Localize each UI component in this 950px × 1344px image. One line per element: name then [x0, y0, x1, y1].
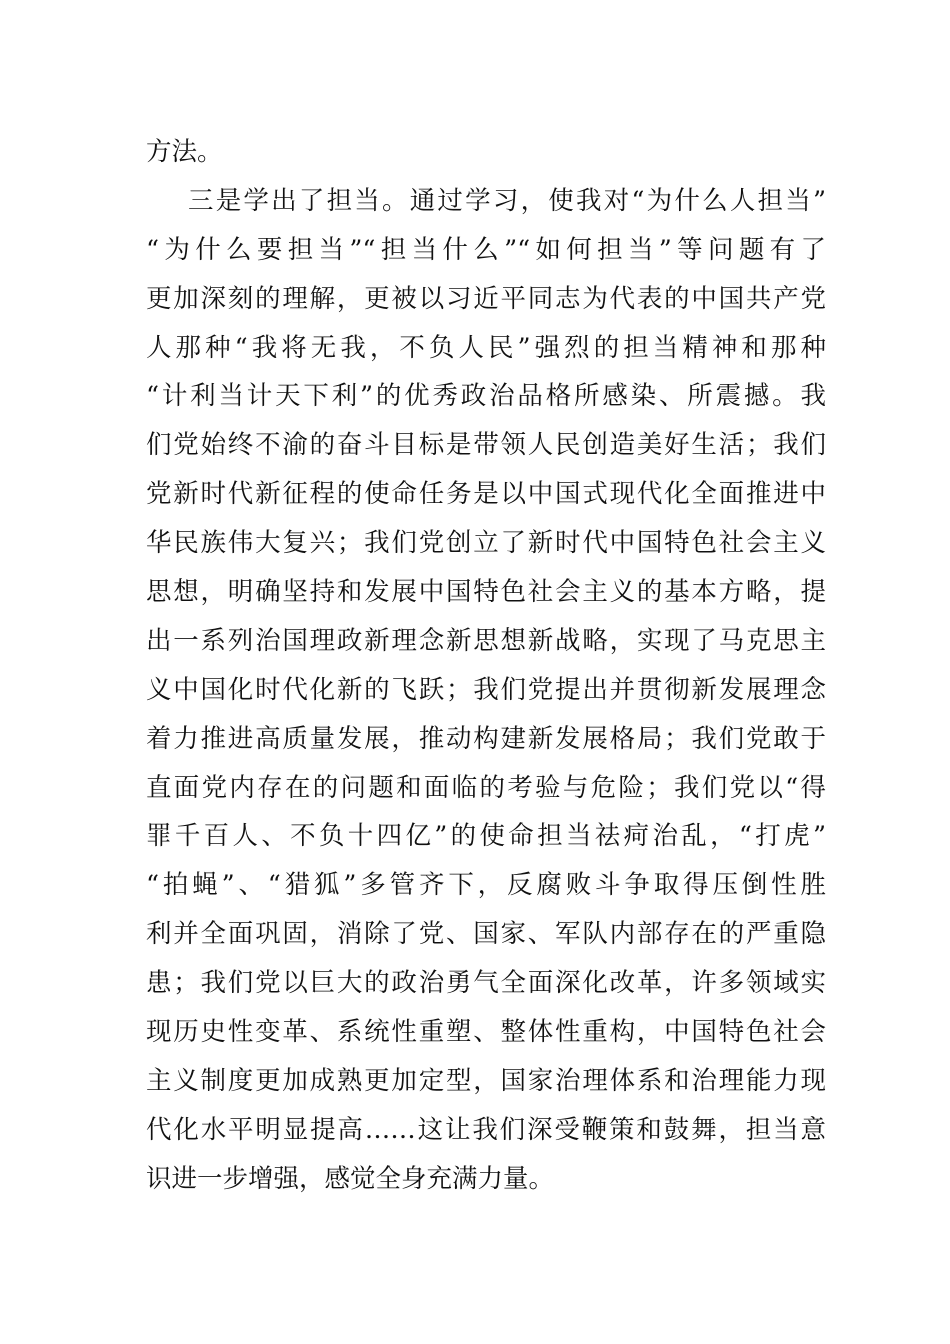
- text-line: “拍蝇”、“猎狐”多管齐下，反腐败斗争取得压倒性胜: [146, 870, 826, 901]
- text-line: 党新时代新征程的使命任务是以中国式现代化全面推进中: [146, 479, 826, 510]
- text-line: 思想，明确坚持和发展中国特色社会主义的基本方略，提: [146, 577, 826, 608]
- paragraph-start-line: 三是学出了担当。通过学习，使我对“为什么人担当”: [188, 185, 826, 216]
- body-text: [146, 128, 826, 1204]
- text-line: 直面党内存在的问题和面临的考验与危险；我们党以“得: [146, 772, 826, 803]
- text-line: 出一系列治国理政新理念新思想新战略，实现了马克思主: [146, 625, 826, 656]
- text-line: 方法。: [146, 137, 223, 167]
- text-line: 着力推进高质量发展，推动构建新发展格局；我们党敢于: [146, 723, 826, 754]
- text-line: 主义制度更加成熟更加定型，国家治理体系和治理能力现: [146, 1065, 826, 1096]
- text-line: 罪千百人、不负十四亿”的使命担当祛疴治乱，“打虎”: [146, 821, 826, 852]
- text-line: “为什么要担当”“担当什么”“如何担当”等问题有了: [146, 234, 826, 265]
- text-line: 义中国化时代化新的飞跃；我们党提出并贯彻新发展理念: [146, 674, 826, 705]
- paragraph-end-line: 识进一步增强，感觉全身充满力量。: [146, 1163, 555, 1194]
- text-line: 现历史性变革、系统性重塑、整体性重构，中国特色社会: [146, 1017, 826, 1048]
- text-line: “计利当计天下利”的优秀政治品格所感染、所震撼。我: [146, 381, 826, 412]
- text-line: 们党始终不渝的奋斗目标是带领人民创造美好生活；我们: [146, 430, 826, 461]
- text-line: 利并全面巩固，消除了党、国家、军队内部存在的严重隐: [146, 919, 826, 950]
- text-line: 更加深刻的理解，更被以习近平同志为代表的中国共产党: [146, 283, 826, 314]
- text-line: 人那种“我将无我，不负人民”强烈的担当精神和那种: [146, 332, 826, 363]
- text-line: 代化水平明显提高……这让我们深受鞭策和鼓舞，担当意: [146, 1114, 826, 1145]
- text-line: 华民族伟大复兴；我们党创立了新时代中国特色社会主义: [146, 528, 826, 559]
- text-line: 患；我们党以巨大的政治勇气全面深化改革，许多领域实: [146, 968, 826, 999]
